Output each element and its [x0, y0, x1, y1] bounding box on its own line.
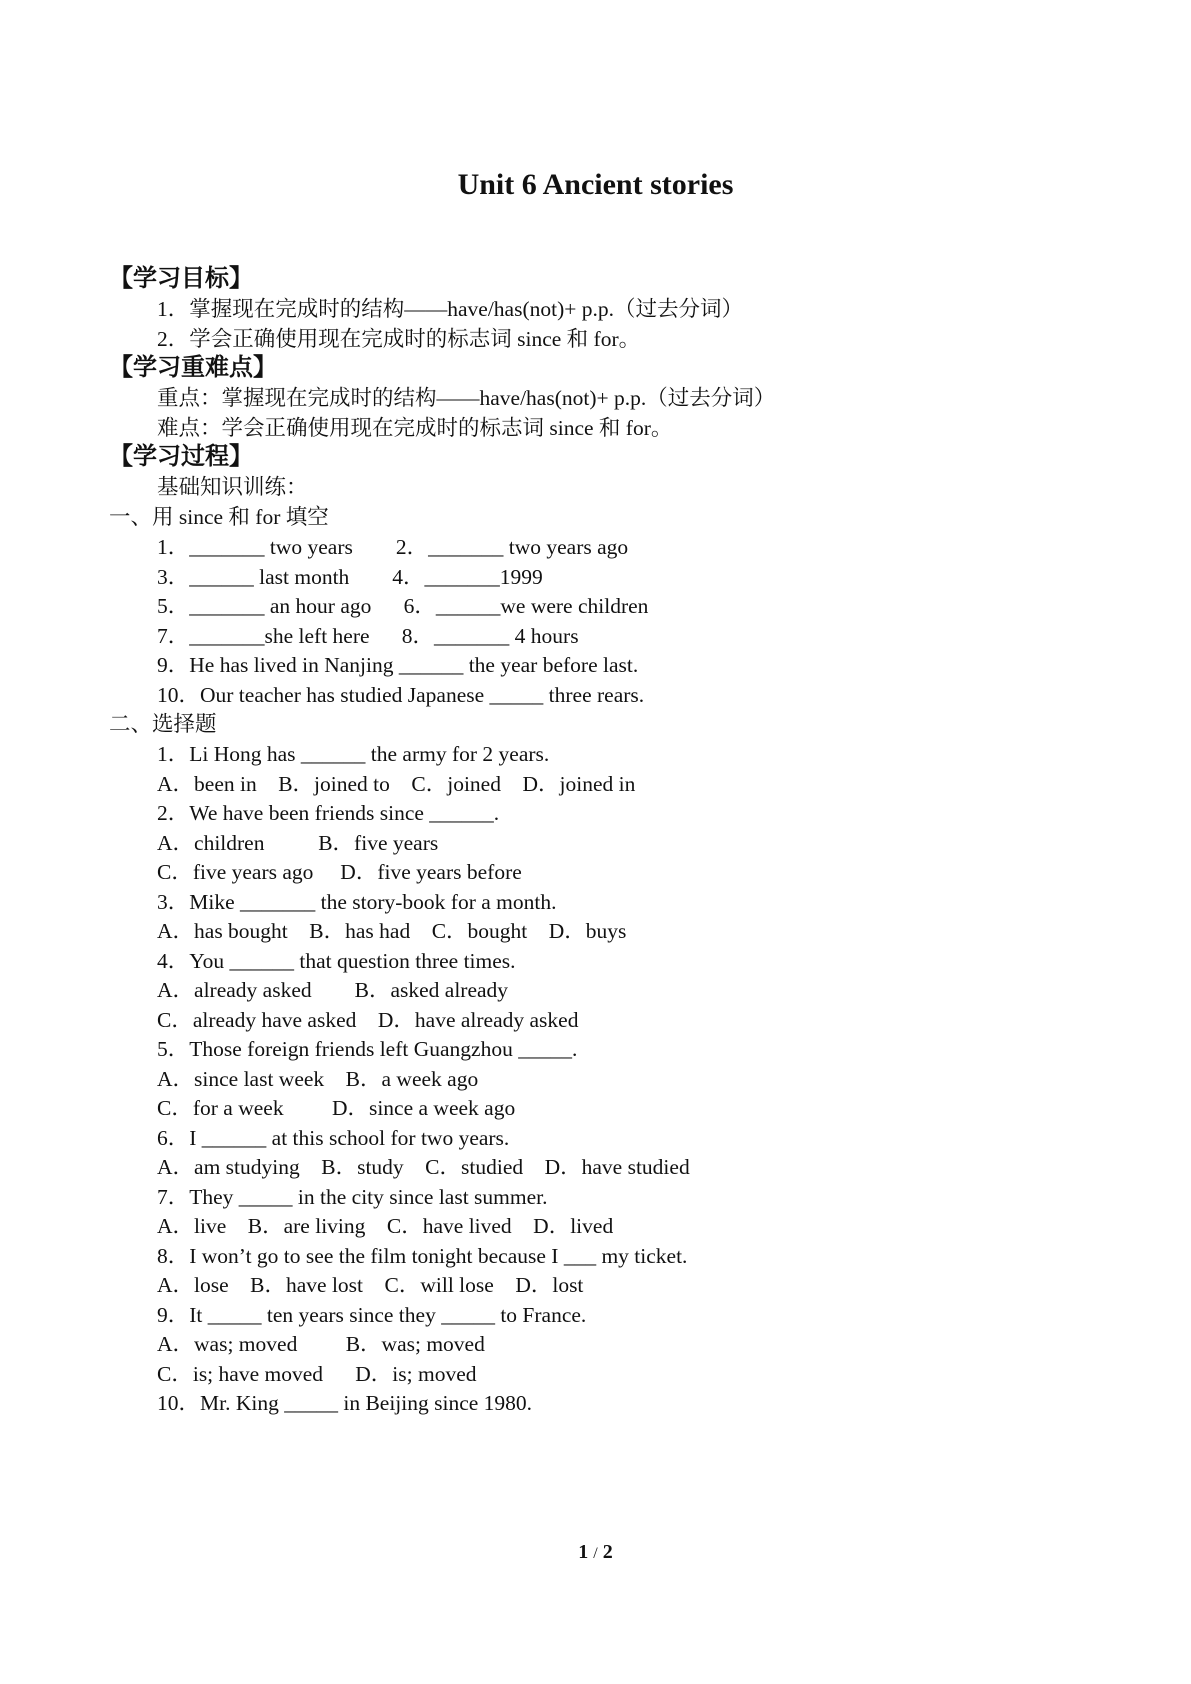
question-line: 3．Mike _______ the story-book for a month.: [157, 890, 557, 914]
question-line: 7．They _____ in the city since last summer.: [157, 1185, 548, 1209]
option-line: C．five years ago D．five years before: [157, 860, 522, 884]
section2-title: 二、选择题: [109, 712, 217, 736]
option-line: A．was; moved B．was; moved: [157, 1332, 485, 1356]
option-line: A．live B．are living C．have lived D．lived: [157, 1214, 614, 1238]
exercise-line: 10．Our teacher has studied Japanese _____ three rears.: [157, 683, 645, 707]
question-line: 2．We have been friends since ______.: [157, 801, 500, 825]
question-line: 1．Li Hong has ______ the army for 2 years.: [157, 742, 550, 766]
question-line: 5．Those foreign friends left Guangzhou _____.: [157, 1037, 578, 1061]
option-line: A．am studying B．study C．studied D．have studied: [157, 1155, 690, 1179]
exercise-line: 1．_______ two years 2．_______ two years ago: [157, 535, 629, 559]
question-line: 6．I ______ at this school for two years.: [157, 1126, 510, 1150]
question-line: 9．It _____ ten years since they _____ to France.: [157, 1303, 587, 1327]
question-line: 10．Mr. King _____ in Beijing since 1980.: [157, 1391, 533, 1415]
option-line: A．already asked B．asked already: [157, 978, 509, 1002]
process-intro: 基础知识训练：: [157, 475, 308, 499]
exercise-line: 7．_______she left here 8．_______ 4 hours: [157, 624, 579, 648]
page-separator: /: [593, 1545, 598, 1562]
keypoint-item: 重点：掌握现在完成时的结构——have/has(not)+ p.p.（过去分词）: [157, 386, 776, 410]
section1-title: 一、用 since 和 for 填空: [109, 505, 329, 529]
option-line: C．for a week D．since a week ago: [157, 1096, 516, 1120]
exercise-line: 3．______ last month 4．_______1999: [157, 565, 543, 589]
page-number: [0, 1541, 1191, 1564]
page-title: Unit 6 Ancient stories: [457, 168, 734, 201]
option-line: C．is; have moved D．is; moved: [157, 1362, 477, 1386]
keypoints-heading: 【学习重难点】: [109, 355, 277, 381]
question-line: 4．You ______ that question three times.: [157, 949, 516, 973]
exercise-line: 5．_______ an hour ago 6．______we were children: [157, 594, 649, 618]
option-line: A．been in B．joined to C．joined D．joined in: [157, 772, 636, 796]
question-line: 8．I won’t go to see the film tonight because I ___ my ticket.: [157, 1244, 688, 1268]
goals-heading: 【学习目标】: [109, 266, 253, 292]
process-heading: 【学习过程】: [109, 444, 253, 470]
exercise-line: 9．He has lived in Nanjing ______ the year before last.: [157, 653, 639, 677]
page-total: 2: [602, 1541, 613, 1563]
goal-item: 2．学会正确使用现在完成时的标志词 since 和 for。: [157, 327, 641, 351]
goal-item: 1．掌握现在完成时的结构——have/has(not)+ p.p.（过去分词）: [157, 297, 744, 321]
option-line: A．lose B．have lost C．will lose D．lost: [157, 1273, 584, 1297]
option-line: C．already have asked D．have already asked: [157, 1008, 579, 1032]
option-line: A．has bought B．has had C．bought D．buys: [157, 919, 627, 943]
page-current: 1: [578, 1541, 589, 1563]
option-line: A．since last week B．a week ago: [157, 1067, 479, 1091]
option-line: A．children B．five years: [157, 831, 439, 855]
keypoint-item: 难点：学会正确使用现在完成时的标志词 since 和 for。: [157, 416, 673, 440]
